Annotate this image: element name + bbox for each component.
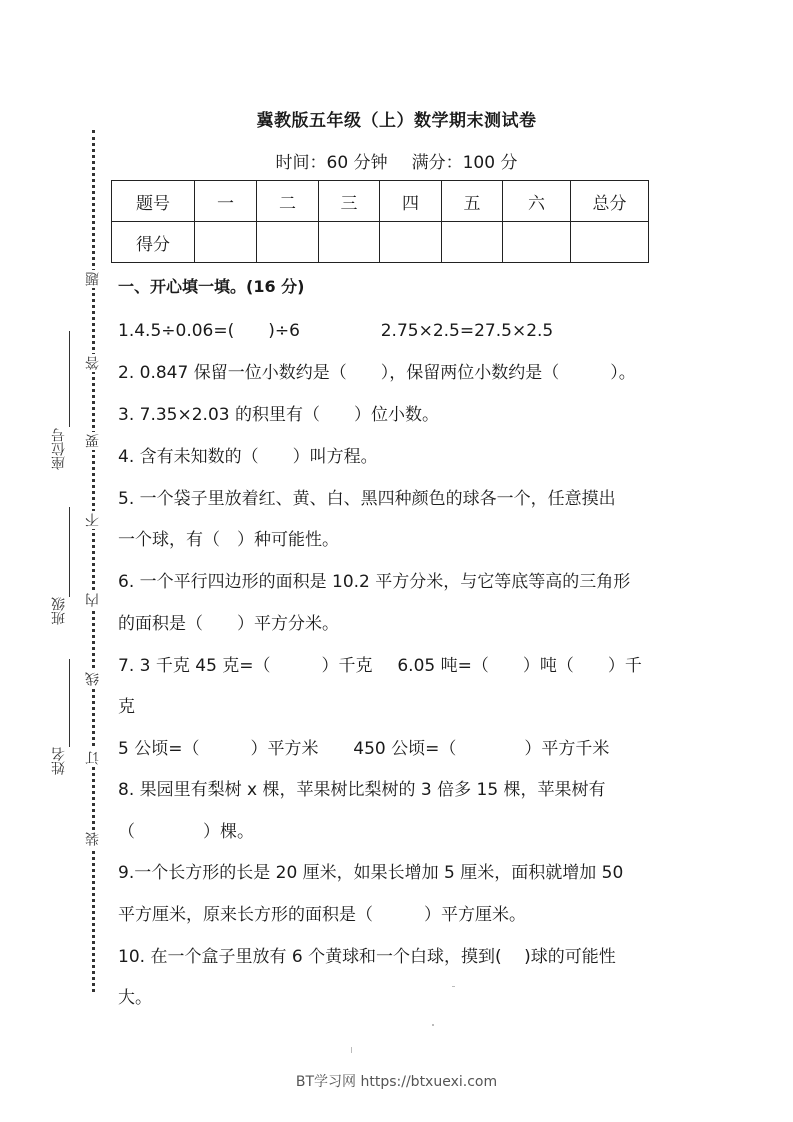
score-table	[111, 180, 649, 263]
class-line[interactable]	[69, 507, 70, 597]
scan-speck	[452, 986, 455, 987]
binding-char: 订	[85, 751, 101, 765]
question-9-line-2: 平方厘米，原来长方形的面积是（ ）平方厘米。	[118, 905, 526, 925]
score-cell[interactable]	[442, 222, 503, 263]
score-cell[interactable]	[319, 222, 380, 263]
binding-char: 内	[85, 593, 101, 607]
question-7a: 7. 3 千克 45 克=（ ）千克	[118, 656, 373, 676]
time-label: 时间：60 分钟	[275, 153, 388, 173]
score-cell[interactable]	[195, 222, 257, 263]
question-7-line-2: 克	[118, 697, 135, 717]
binding-dotted-line	[92, 130, 95, 992]
question-6-line-1: 6. 一个平行四边形的面积是 10.2 平方分米，与它等底等高的三角形	[118, 572, 631, 592]
question-10-line-1: 10. 在一个盒子里放有 6 个黄球和一个白球，摸到( )球的可能性	[118, 947, 616, 967]
header-cell: 题号	[112, 181, 195, 222]
exam-info	[0, 148, 793, 173]
score-table-header-row	[112, 181, 649, 222]
header-cell: 二	[257, 181, 319, 222]
header-cell: 四	[380, 181, 442, 222]
question-1a: 1.4.5÷0.06=( )÷6	[118, 321, 300, 341]
question-7-line-3	[118, 734, 609, 759]
question-9-line-1: 9.一个长方形的长是 20 厘米，如果长增加 5 厘米，面积就增加 50	[118, 863, 624, 883]
name-line[interactable]	[69, 659, 70, 747]
row-label: 得分	[112, 222, 195, 263]
question-1	[118, 316, 553, 341]
question-10-line-2: 大。	[118, 988, 152, 1008]
scan-speck	[351, 1047, 352, 1053]
question-1b: 2.75×2.5=27.5×2.5	[380, 321, 554, 341]
header-cell: 五	[442, 181, 503, 222]
binding-char: 线	[85, 672, 101, 686]
score-cell[interactable]	[257, 222, 319, 263]
header-cell: 一	[195, 181, 257, 222]
page-title: 冀教版五年级（上）数学期末测试卷	[256, 111, 537, 131]
header-cell: 总分	[571, 181, 649, 222]
scan-speck	[432, 1024, 434, 1026]
full-score-label: 满分：100 分	[411, 153, 518, 173]
name-label: 姓名	[51, 747, 67, 775]
seat-number-label: 座位号	[51, 428, 67, 470]
question-6-line-2: 的面积是（ ）平方分米。	[118, 614, 339, 634]
question-5-line-1: 5. 一个袋子里放着红、黄、白、黑四种颜色的球各一个，任意摸出	[118, 489, 616, 509]
question-4: 4. 含有未知数的（ ）叫方程。	[118, 447, 378, 467]
header-cell: 六	[503, 181, 571, 222]
binding-char: 要	[85, 434, 101, 448]
question-7c: 5 公顷=（ ）平方米	[118, 739, 319, 759]
score-cell[interactable]	[571, 222, 649, 263]
section-heading: 一、开心填一填。(16 分)	[118, 277, 305, 296]
binding-char: 题	[85, 272, 101, 286]
question-8-line-1: 8. 果园里有梨树 x 棵，苹果树比梨树的 3 倍多 15 棵，苹果树有	[118, 780, 606, 800]
question-8-line-2: （ ）棵。	[118, 822, 254, 842]
question-5-line-2: 一个球，有（ ）种可能性。	[118, 530, 339, 550]
header-cell: 三	[319, 181, 380, 222]
question-7d: 450 公顷=（ ）平方千米	[353, 739, 610, 759]
question-2: 2. 0.847 保留一位小数约是（ ），保留两位小数约是（ ）。	[118, 363, 636, 383]
seat-number-line[interactable]	[69, 331, 70, 427]
class-label: 班级	[51, 597, 67, 625]
question-7b: 6.05 吨=（ ）吨（ ）千	[397, 656, 642, 676]
question-7-line-1	[118, 651, 642, 676]
binding-char: 不	[85, 513, 101, 527]
watermark: BT学习网 https://btxuexi.com	[295, 1074, 498, 1090]
binding-char: 装	[85, 832, 101, 846]
question-3: 3. 7.35×2.03 的积里有（ ）位小数。	[118, 405, 439, 425]
binding-char: 答	[85, 356, 101, 370]
score-cell[interactable]	[380, 222, 442, 263]
score-table-score-row	[112, 222, 649, 263]
score-cell[interactable]	[503, 222, 571, 263]
